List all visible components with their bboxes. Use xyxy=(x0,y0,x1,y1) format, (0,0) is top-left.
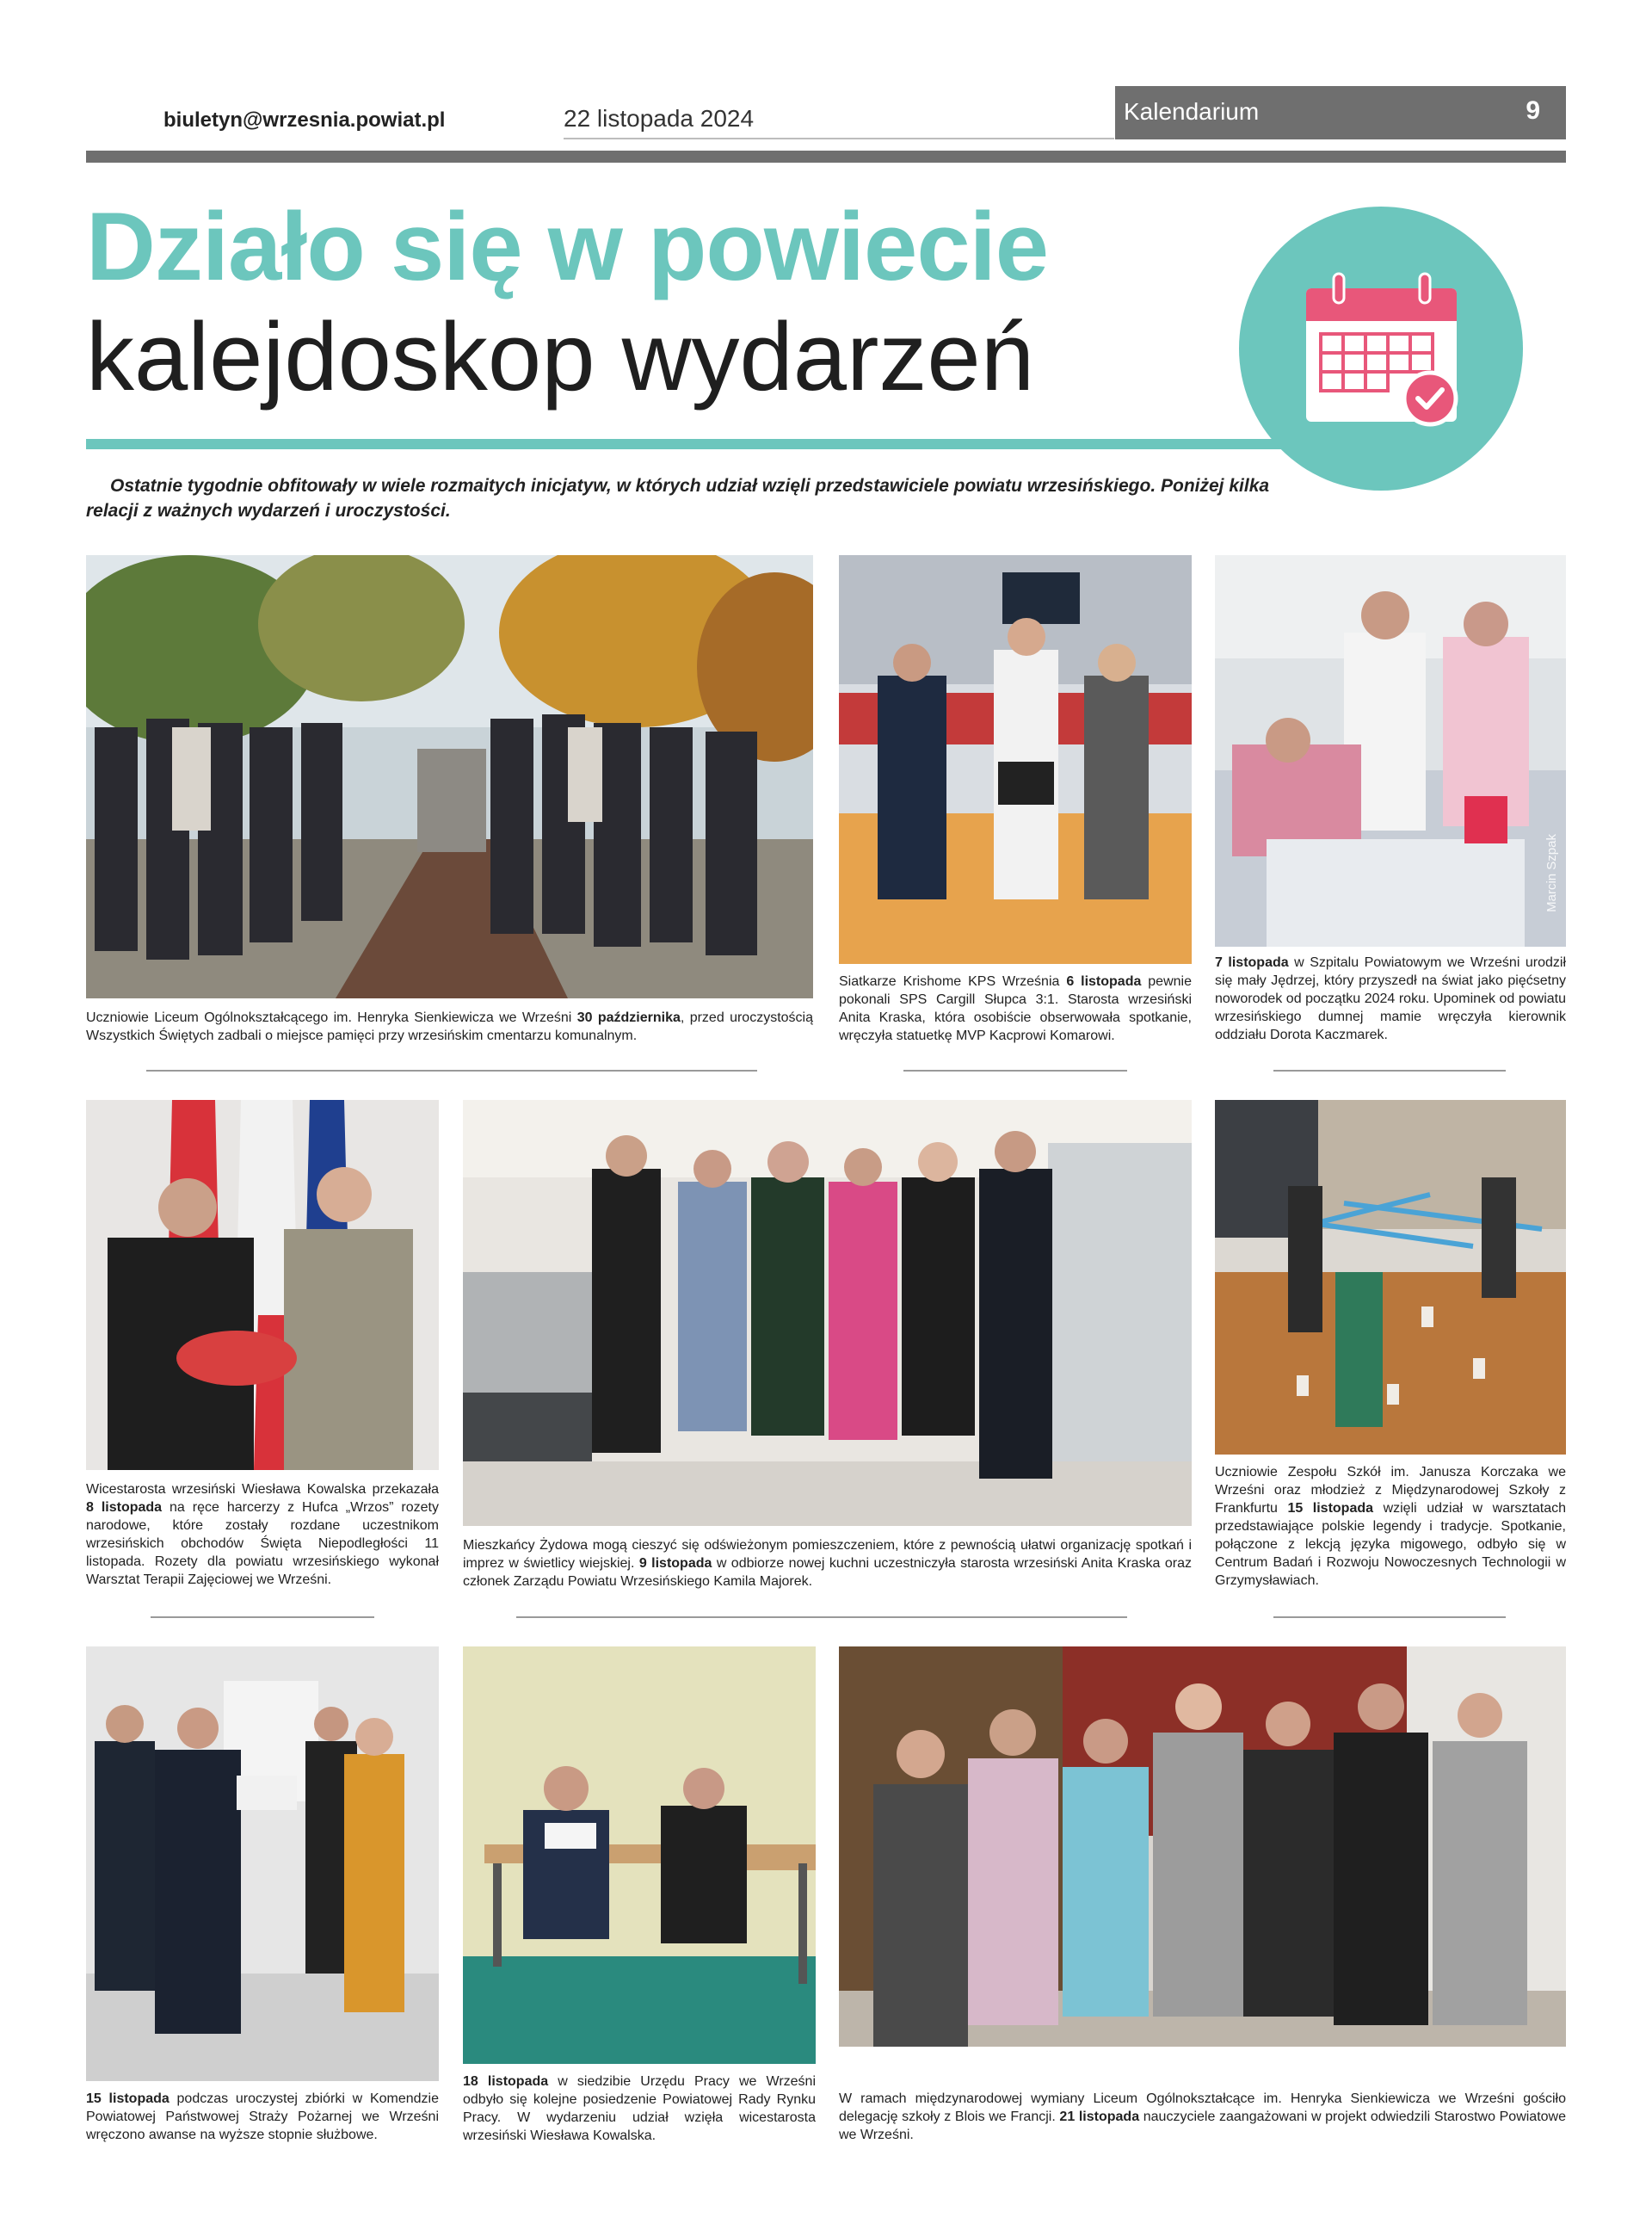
photo-workshop-legends xyxy=(1215,1100,1566,1455)
caption-blois: W ramach międzynarodowej wymiany Liceum Ogólnokształcące im. Henryka Sienkiewicza we Wrześni gościło delegację szkoły z Blois we Francji. 21 listopada nauczyciele zaangażowani w projekt odwiedzili Starostwo Powiatowe we Wrześni. xyxy=(839,2091,1566,2142)
header-date: 22 listopada 2024 xyxy=(564,105,755,132)
photo-hospital-newborn xyxy=(1215,555,1566,947)
header-divider xyxy=(86,151,1566,163)
header-email: biuletyn@wrzesnia.powiat.pl xyxy=(163,108,446,132)
section-label: Kalendarium xyxy=(1124,98,1260,125)
caption-hospital: 7 listopada w Szpitalu Powiatowym we Wrześni urodził się mały Jędrzej, który przyszedł na świat jako pięćsetny noworodek od początku 2024 roku. Upominek od powiatu wrzesińskiego dumnej mamie wręczyła kierownik oddziału Dorota Kaczmarek. xyxy=(1215,955,1567,1042)
caption-labor-council: 18 listopada w siedzibie Urzędu Pracy we Wrześni odbyło się kolejne posiedzenie Powiatowej Rady Rynku Pracy. W wydarzeniu udział wzięła wicestarosta wrzesiński Wiesława Kowalska. xyxy=(463,2074,816,2143)
caption-kitchen: Mieszkańcy Żydowa mogą cieszyć się odświeżonym pomieszczeniem, które z pewnością ułatwi organizację spotkań i imprez w świetlicy wiejskiej. 9 listopada w odbiorze nowej kuchni uczestniczyła starosta wrzesiński Anita Kraska oraz członek Zarządu Powiatu Wrzesińskiego Kamila Majorek. xyxy=(463,1538,1193,1589)
separator xyxy=(151,1616,374,1618)
separator xyxy=(516,1616,1127,1618)
title-underline xyxy=(86,439,1291,449)
photo-blois-delegation xyxy=(839,1646,1566,2047)
caption-volleyball: Siatkarze Krishome KPS Września 6 listopada pewnie pokonali SPS Cargill Słupca 3:1. Starosta wrzesiński Anita Kraska, która osobiście obserwowała spotkanie, wręczyła statuetkę MVP Kacprowi Komarowi. xyxy=(839,974,1192,1043)
caption-fire-brigade: 15 listopada podczas uroczystej zbiórki w Komendzie Powiatowej Państwowej Straży Pożarnej we Wrześni wręczono awanse na wyższe stopnie służbowe. xyxy=(86,2091,439,2142)
photo-fire-brigade-promotions xyxy=(86,1646,439,2081)
calendar-badge xyxy=(1239,207,1523,491)
page-subtitle: kalejdoskop wydarzeń xyxy=(86,303,1034,411)
section-header xyxy=(1115,86,1566,139)
header-date-underline xyxy=(564,138,1114,139)
lead-paragraph: Ostatnie tygodnie obfitowały w wiele rozmaitych inicjatyw, w których udział wzięli przedstawiciele powiatu wrzesińskiego. Poniżej kilka relacji z ważnych wydarzeń i uroczystości. xyxy=(86,476,1270,521)
separator xyxy=(1273,1070,1506,1072)
caption-workshop: Uczniowie Zespołu Szkół im. Janusza Korczaka we Wrześni oraz młodzież z Międzynarodowej Szkoły z Frankfurtu 15 listopada wzięli udział w warsztatach przedstawiające polskie legendy i tradycje. Spotkanie, połączone z lekcją języka migowego, odbyło się w Centrum Badań i Rozwoju Nowoczesnych Technologii w Grzymysławiach. xyxy=(1215,1465,1567,1588)
photo-cemetery-students xyxy=(86,555,813,998)
separator xyxy=(146,1070,757,1072)
caption-cemetery: Uczniowie Liceum Ogólnokształcącego im. Henryka Sienkiewicza we Wrześni 30 października, przed uroczystością Wszystkich Świętych zadbali o miejsce pamięci przy wrzesińskim cmentarzu komunalnym. xyxy=(86,1010,813,1043)
page-number: 9 xyxy=(1526,96,1540,125)
separator xyxy=(1273,1616,1506,1618)
photo-volleyball-mvp xyxy=(839,555,1192,964)
calendar-check-icon xyxy=(1239,207,1523,491)
photo-credit: Marcin Szpak xyxy=(1544,834,1559,912)
page-title: Działo się w powiecie xyxy=(86,193,1049,300)
caption-scouts: Wicestarosta wrzesiński Wiesława Kowalska przekazała 8 listopada na ręce harcerzy z Hufca „Wrzos” rozety narodowe, które zostały rozdane uczestnikom wrzesińskich obchodów Święta Niepodległości 11 listopada. Rozety dla powiatu wrzesińskiego wykonał Warsztat Terapii Zajęciowej we Wrześni. xyxy=(86,1482,440,1587)
photo-scouts-rosettes xyxy=(86,1100,439,1470)
separator xyxy=(903,1070,1127,1072)
photo-labor-council xyxy=(463,1646,816,2064)
photo-kitchen-opening xyxy=(463,1100,1192,1526)
